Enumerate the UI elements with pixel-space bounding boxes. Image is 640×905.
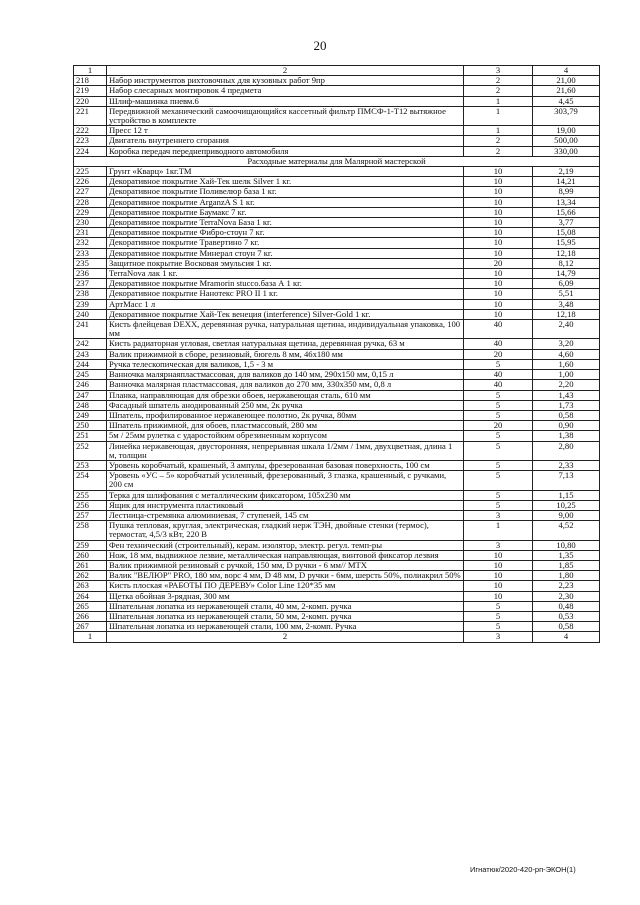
item-number-cell: 225 — [74, 167, 107, 177]
table-row — [74, 611, 600, 621]
price-cell: 3,20 — [533, 339, 600, 349]
quantity-cell: 10 — [464, 218, 533, 228]
header-cell: 1 — [74, 66, 107, 76]
quantity-cell: 10 — [464, 289, 533, 299]
quantity-cell: 10 — [464, 207, 533, 217]
item-number-cell: 224 — [74, 146, 107, 156]
section-row — [74, 156, 600, 166]
price-cell: 1,38 — [533, 431, 600, 441]
item-name-cell: Коробка передач переднеприводного автомобиля — [107, 146, 464, 156]
table-row — [74, 207, 600, 217]
table-row — [74, 622, 600, 632]
price-cell: 0,90 — [533, 421, 600, 431]
document-code: Игнатюк/2020-420-рп-ЭКОН(1) — [470, 865, 576, 874]
price-cell: 7,13 — [533, 471, 600, 490]
header-cell: 3 — [464, 66, 533, 76]
price-cell: 2,23 — [533, 581, 600, 591]
table-row — [74, 248, 600, 258]
quantity-cell: 10 — [464, 197, 533, 207]
item-number-cell: 260 — [74, 550, 107, 560]
price-cell: 2,33 — [533, 460, 600, 470]
quantity-cell: 2 — [464, 76, 533, 86]
item-number-cell: 262 — [74, 571, 107, 581]
item-name-cell: Декоративное покрытие Фибро-стоун 7 кг. — [107, 228, 464, 238]
item-number-cell: 235 — [74, 258, 107, 268]
item-number-cell: 267 — [74, 622, 107, 632]
quantity-cell: 10 — [464, 228, 533, 238]
item-name-cell: Фен технический (строительный), керам. изолятор, электр. регул. темп-ры — [107, 540, 464, 550]
item-number-cell: 245 — [74, 370, 107, 380]
quantity-cell: 10 — [464, 591, 533, 601]
quantity-cell: 10 — [464, 560, 533, 570]
item-number-cell: 247 — [74, 390, 107, 400]
table-row — [74, 126, 600, 136]
table-row — [74, 76, 600, 86]
item-name-cell: Передвижной механический самоочищающийся кассетный фильтр ПМСФ-1-Т12 вытяжное устройство в комплекте — [107, 106, 464, 125]
item-number-cell: 237 — [74, 279, 107, 289]
table-row — [74, 400, 600, 410]
item-name-cell: Валик прижимной резиновый с ручкой, 150 мм, D ручки - 6 мм// MTX — [107, 560, 464, 570]
item-name-cell: Декоративное покрытие Хай-Тек шелк Silver 1 кг. — [107, 177, 464, 187]
item-number-cell: 242 — [74, 339, 107, 349]
quantity-cell: 5 — [464, 622, 533, 632]
item-number-cell: 222 — [74, 126, 107, 136]
price-cell: 4,45 — [533, 96, 600, 106]
price-cell: 500,00 — [533, 136, 600, 146]
item-name-cell: TerraNova лак 1 кг. — [107, 269, 464, 279]
table-row — [74, 269, 600, 279]
footer-cell: 3 — [464, 632, 533, 642]
price-cell: 0,58 — [533, 410, 600, 420]
item-number-cell: 226 — [74, 177, 107, 187]
table-row — [74, 96, 600, 106]
price-cell: 21,60 — [533, 86, 600, 96]
quantity-cell: 40 — [464, 370, 533, 380]
item-number-cell: 241 — [74, 320, 107, 339]
quantity-cell: 3 — [464, 510, 533, 520]
table-row — [74, 460, 600, 470]
item-number-cell: 250 — [74, 421, 107, 431]
price-cell: 1,35 — [533, 550, 600, 560]
item-name-cell: Декоративное покрытие ArganzA S 1 кг. — [107, 197, 464, 207]
quantity-cell: 40 — [464, 339, 533, 349]
quantity-cell: 5 — [464, 410, 533, 420]
item-number-cell: 231 — [74, 228, 107, 238]
quantity-cell: 10 — [464, 571, 533, 581]
item-name-cell: Уровень коробчатый, крашеный, 3 ампулы, фрезерованная базовая поверхность, 100 см — [107, 460, 464, 470]
item-number-cell: 244 — [74, 359, 107, 369]
quantity-cell: 10 — [464, 299, 533, 309]
quantity-cell: 10 — [464, 187, 533, 197]
quantity-cell: 20 — [464, 421, 533, 431]
table-row — [74, 560, 600, 570]
item-name-cell: Пресс 12 т — [107, 126, 464, 136]
table-row — [74, 581, 600, 591]
item-name-cell: Уровень «УС – 5» коробчатый усиленный, фрезерованный, 3 глазка, крашенный, с ручками, 200 см — [107, 471, 464, 490]
price-cell: 15,08 — [533, 228, 600, 238]
item-number-cell: 249 — [74, 410, 107, 420]
quantity-cell: 10 — [464, 581, 533, 591]
table-row — [74, 591, 600, 601]
item-number-cell: 264 — [74, 591, 107, 601]
table-row — [74, 510, 600, 520]
quantity-cell: 10 — [464, 238, 533, 248]
table-row — [74, 309, 600, 319]
price-cell: 0,58 — [533, 622, 600, 632]
item-number-cell: 230 — [74, 218, 107, 228]
item-name-cell: Терка для шлифования с металлическим фиксатором, 105х230 мм — [107, 490, 464, 500]
item-number-cell: 248 — [74, 400, 107, 410]
quantity-cell: 40 — [464, 380, 533, 390]
item-number-cell: 223 — [74, 136, 107, 146]
table-row — [74, 279, 600, 289]
quantity-cell: 10 — [464, 309, 533, 319]
item-name-cell: Ванночка малярная пластмассовая, для валиков до 270 мм, 330х350 мм, 0,8 л — [107, 380, 464, 390]
item-number-cell: 266 — [74, 611, 107, 621]
quantity-cell: 10 — [464, 177, 533, 187]
item-number-cell: 255 — [74, 490, 107, 500]
price-cell: 12,18 — [533, 248, 600, 258]
item-name-cell: Набор инструментов рихтовочных для кузовных работ 9пр — [107, 76, 464, 86]
quantity-cell: 5 — [464, 390, 533, 400]
table-row — [74, 550, 600, 560]
table-row — [74, 167, 600, 177]
item-number-cell: 239 — [74, 299, 107, 309]
quantity-cell: 1 — [464, 126, 533, 136]
item-number-cell: 218 — [74, 76, 107, 86]
table-row — [74, 349, 600, 359]
table-row — [74, 218, 600, 228]
item-number-cell: 238 — [74, 289, 107, 299]
quantity-cell: 10 — [464, 269, 533, 279]
table-row — [74, 339, 600, 349]
item-name-cell: Щетка обойная 3-рядная, 300 мм — [107, 591, 464, 601]
item-name-cell: Ящик для инструмента пластиковый — [107, 500, 464, 510]
item-name-cell: Декоративное покрытие Нанотекс PRO II 1 кг. — [107, 289, 464, 299]
item-name-cell: Двигатель внутреннего сгорания — [107, 136, 464, 146]
quantity-cell: 10 — [464, 248, 533, 258]
table-row — [74, 410, 600, 420]
quantity-cell: 5 — [464, 431, 533, 441]
table-row — [74, 187, 600, 197]
item-name-cell: Набор слесарных монтировок 4 предмета — [107, 86, 464, 96]
item-name-cell: Кисть флейцевая DEXX, деревянная ручка, натуральная щетина, индивидуальная упаковка, 100 мм — [107, 320, 464, 339]
item-number-cell: 253 — [74, 460, 107, 470]
item-number-cell: 228 — [74, 197, 107, 207]
item-name-cell: Декоративное покрытие TerraNova База 1 кг. — [107, 218, 464, 228]
item-number-cell: 219 — [74, 86, 107, 96]
price-cell: 3,48 — [533, 299, 600, 309]
table-row — [74, 380, 600, 390]
table-row — [74, 601, 600, 611]
price-cell: 14,21 — [533, 177, 600, 187]
item-name-cell: Валик "ВЕЛЮР" PRO, 180 мм, ворс 4 мм, D 48 мм, D ручки - 6мм, шерсть 50%, полиакрил 50% — [107, 571, 464, 581]
item-name-cell: Валик прижимной в сборе, резиновый, бюгель 8 мм, 46х180 мм — [107, 349, 464, 359]
table-row — [74, 521, 600, 540]
item-name-cell: Декоративное покрытие Хай-Тек венеция (interference) Silver-Gold 1 кг. — [107, 309, 464, 319]
price-cell: 2,80 — [533, 441, 600, 460]
price-cell: 4,52 — [533, 521, 600, 540]
footer-cell: 1 — [74, 632, 107, 642]
table-row — [74, 500, 600, 510]
table-row — [74, 471, 600, 490]
price-cell: 330,00 — [533, 146, 600, 156]
item-name-cell: Шпатель прижимной, для обоев, пластмассовый, 280 мм — [107, 421, 464, 431]
item-number-cell: 251 — [74, 431, 107, 441]
item-number-cell: 229 — [74, 207, 107, 217]
table-footer-row — [74, 632, 600, 642]
table-row — [74, 86, 600, 96]
price-cell: 1,80 — [533, 571, 600, 581]
price-cell: 15,95 — [533, 238, 600, 248]
item-name-cell: Шпательная лопатка из нержавеющей стали, 100 мм, 2-комп. Ручка — [107, 622, 464, 632]
quantity-cell: 10 — [464, 550, 533, 560]
quantity-cell: 5 — [464, 500, 533, 510]
price-cell: 8,12 — [533, 258, 600, 268]
item-number-cell: 243 — [74, 349, 107, 359]
item-number-cell: 221 — [74, 106, 107, 125]
quantity-cell: 10 — [464, 279, 533, 289]
quantity-cell: 5 — [464, 441, 533, 460]
item-name-cell: Кисть плоская «РАБОТЫ ПО ДЕРЕВУ» Color Line 120*35 мм — [107, 581, 464, 591]
table-row — [74, 228, 600, 238]
item-name-cell: 5м / 25мм рулетка с ударостойким обрезиненным корпусом — [107, 431, 464, 441]
table-row — [74, 177, 600, 187]
price-cell: 2,30 — [533, 591, 600, 601]
items-table — [73, 65, 600, 643]
table-row — [74, 289, 600, 299]
table-row — [74, 197, 600, 207]
table-row — [74, 359, 600, 369]
price-cell: 1,00 — [533, 370, 600, 380]
price-cell: 303,79 — [533, 106, 600, 125]
item-number-cell: 232 — [74, 238, 107, 248]
table-row — [74, 106, 600, 125]
quantity-cell: 40 — [464, 320, 533, 339]
item-number-cell: 246 — [74, 380, 107, 390]
item-number-cell: 254 — [74, 471, 107, 490]
price-cell: 2,40 — [533, 320, 600, 339]
price-cell: 1,60 — [533, 359, 600, 369]
price-cell: 9,00 — [533, 510, 600, 520]
price-cell: 0,48 — [533, 601, 600, 611]
item-name-cell: Кисть радиаторная угловая, светлая натуральная щетина, деревянная ручка, 63 м — [107, 339, 464, 349]
quantity-cell: 2 — [464, 86, 533, 96]
table-row — [74, 441, 600, 460]
item-name-cell: Грунт «Кварц» 1кг.ТМ — [107, 167, 464, 177]
item-number-cell: 265 — [74, 601, 107, 611]
header-cell: 4 — [533, 66, 600, 76]
quantity-cell: 5 — [464, 359, 533, 369]
footer-cell: 4 — [533, 632, 600, 642]
section-title: Расходные материалы для Малярной мастерской — [74, 156, 600, 166]
price-cell: 1,85 — [533, 560, 600, 570]
table-row — [74, 490, 600, 500]
item-name-cell: Шпатель, профилированное нержавеющее полотно, 2к ручка, 80мм — [107, 410, 464, 420]
page-number: 20 — [313, 38, 327, 53]
price-cell: 19,00 — [533, 126, 600, 136]
price-cell: 1,15 — [533, 490, 600, 500]
price-cell: 0,53 — [533, 611, 600, 621]
price-cell: 6,09 — [533, 279, 600, 289]
table-row — [74, 571, 600, 581]
item-name-cell: Декоративное покрытие Mramorin stucco.база А 1 кг. — [107, 279, 464, 289]
quantity-cell: 1 — [464, 521, 533, 540]
footer-cell: 2 — [107, 632, 464, 642]
quantity-cell: 5 — [464, 601, 533, 611]
quantity-cell: 20 — [464, 258, 533, 268]
quantity-cell: 1 — [464, 106, 533, 125]
table-row — [74, 540, 600, 550]
item-number-cell: 261 — [74, 560, 107, 570]
item-name-cell: Ванночка малярнаяпластмассовая, для валиков до 140 мм, 290х150 мм, 0,15 л — [107, 370, 464, 380]
price-cell: 10,80 — [533, 540, 600, 550]
quantity-cell: 2 — [464, 136, 533, 146]
quantity-cell: 2 — [464, 146, 533, 156]
quantity-cell: 10 — [464, 167, 533, 177]
price-cell: 4,60 — [533, 349, 600, 359]
item-number-cell: 252 — [74, 441, 107, 460]
item-name-cell: Декоративное покрытие Баумакс 7 кг. — [107, 207, 464, 217]
item-number-cell: 259 — [74, 540, 107, 550]
price-cell: 5,51 — [533, 289, 600, 299]
quantity-cell: 5 — [464, 471, 533, 490]
price-cell: 1,73 — [533, 400, 600, 410]
item-name-cell: Ручка телескопическая для валиков, 1,5 - 3 м — [107, 359, 464, 369]
item-name-cell: Фасадный шпатель анодированный 250 мм, 2к ручка — [107, 400, 464, 410]
item-name-cell: Шпательная лопатка из нержавеющей стали, 40 мм, 2-комп. ручка — [107, 601, 464, 611]
item-name-cell: АртМасс 1 л — [107, 299, 464, 309]
item-name-cell: Лестница-стремянка алюминиевая, 7 ступеней, 145 см — [107, 510, 464, 520]
item-name-cell: Декоративное покрытие Минерал стоун 7 кг. — [107, 248, 464, 258]
quantity-cell: 5 — [464, 460, 533, 470]
header-cell: 2 — [107, 66, 464, 76]
table-row — [74, 390, 600, 400]
table-row — [74, 299, 600, 309]
price-cell: 12,18 — [533, 309, 600, 319]
item-number-cell: 236 — [74, 269, 107, 279]
quantity-cell: 3 — [464, 540, 533, 550]
item-number-cell: 263 — [74, 581, 107, 591]
item-name-cell: Линейка нержавеющая, двусторонняя, непрерывная шкала 1/2мм / 1мм, двухцветная, длина 1 м, толщин — [107, 441, 464, 460]
price-cell: 13,34 — [533, 197, 600, 207]
item-name-cell: Шлиф-машинка пневм.6 — [107, 96, 464, 106]
item-number-cell: 220 — [74, 96, 107, 106]
quantity-cell: 5 — [464, 400, 533, 410]
quantity-cell: 1 — [464, 96, 533, 106]
item-name-cell: Защитное покрытие Восковая эмульсия 1 кг. — [107, 258, 464, 268]
item-name-cell: Шпательная лопатка из нержавеющей стали, 50 мм, 2-комп. ручка — [107, 611, 464, 621]
price-cell: 3,77 — [533, 218, 600, 228]
table-row — [74, 136, 600, 146]
item-number-cell: 258 — [74, 521, 107, 540]
item-number-cell: 233 — [74, 248, 107, 258]
price-cell: 2,19 — [533, 167, 600, 177]
table-row — [74, 238, 600, 248]
table-row — [74, 320, 600, 339]
table-row — [74, 146, 600, 156]
price-cell: 21,00 — [533, 76, 600, 86]
item-name-cell: Декоративное покрытие Поливелюр база 1 кг. — [107, 187, 464, 197]
table-header-row — [74, 66, 600, 76]
item-name-cell: Декоративное покрытие Травертино 7 кг. — [107, 238, 464, 248]
price-cell: 10,25 — [533, 500, 600, 510]
quantity-cell: 5 — [464, 611, 533, 621]
table-row — [74, 431, 600, 441]
item-number-cell: 227 — [74, 187, 107, 197]
quantity-cell: 20 — [464, 349, 533, 359]
table-row — [74, 370, 600, 380]
price-cell: 1,43 — [533, 390, 600, 400]
item-number-cell: 256 — [74, 500, 107, 510]
item-name-cell: Пушка тепловая, круглая, электрическая, гладкий нерж ТЭН, двойные стенки (термос), термостат, 4,5/3 кВт, 220 В — [107, 521, 464, 540]
price-cell: 14,79 — [533, 269, 600, 279]
item-number-cell: 257 — [74, 510, 107, 520]
quantity-cell: 5 — [464, 490, 533, 500]
item-name-cell: Нож, 18 мм, выдвижное лезвие, металлическая направляющая, винтовой фиксатор лезвия — [107, 550, 464, 560]
item-number-cell: 240 — [74, 309, 107, 319]
table-row — [74, 421, 600, 431]
price-cell: 8,99 — [533, 187, 600, 197]
table-row — [74, 258, 600, 268]
item-name-cell: Планка, направляющая для обрезки обоев, нержавеющая сталь, 610 мм — [107, 390, 464, 400]
price-cell: 2,20 — [533, 380, 600, 390]
price-cell: 15,66 — [533, 207, 600, 217]
